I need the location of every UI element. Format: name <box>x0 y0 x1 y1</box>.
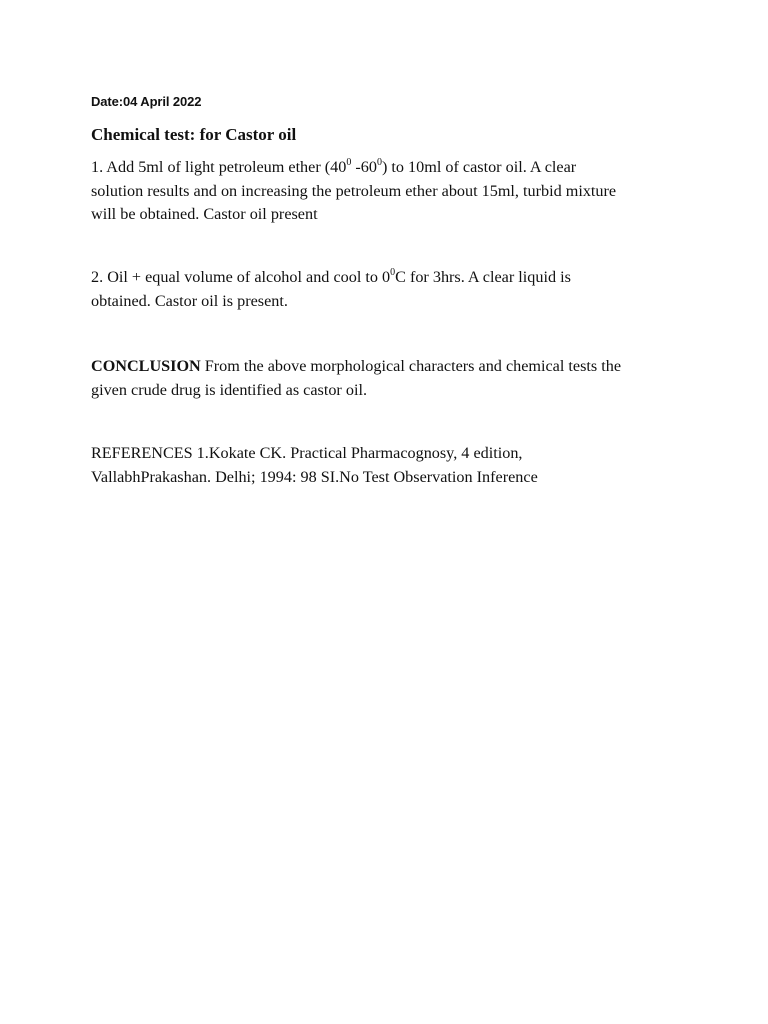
page-title: Chemical test: for Castor oil <box>91 125 297 144</box>
degree-superscript: 0 <box>376 156 382 168</box>
test-2-paragraph <box>91 266 681 313</box>
degree-superscript: 0 <box>346 156 352 168</box>
test-1-line-3: will be obtained. Castor oil present <box>91 205 318 223</box>
references-line-1: REFERENCES 1.Kokate CK. Practical Pharmacognosy, 4 edition, <box>91 444 523 462</box>
test-2-line-2: obtained. Castor oil is present. <box>91 291 288 310</box>
degree-superscript: 0 <box>390 266 396 278</box>
references-line-2: VallabhPrakashan. Delhi; 1994: 98 SI.No Test Observation Inference <box>91 467 538 486</box>
conclusion-label: CONCLUSION <box>91 357 201 375</box>
test-2-line-1: 2. Oil + equal volume of alcohol and cool to $0^0C$ for 3hrs. A clear liquid is <box>91 266 571 286</box>
conclusion-paragraph <box>91 355 681 402</box>
test-1-line-2: solution results and on increasing the petroleum ether about 15ml, turbid mixture <box>91 181 617 200</box>
references-paragraph <box>91 442 681 489</box>
conclusion-line-2: given crude drug is identified as castor oil. <box>91 380 368 399</box>
test-1-paragraph <box>91 156 681 227</box>
date-line: Date:04 April 2022 <box>91 94 202 109</box>
conclusion-line-1: CONCLUSION From the above morphological characters and chemical tests the <box>91 357 622 375</box>
test-1-line-1: 1. Add 5ml of light petroleum ether ($40^0$ $-60^0$) to 10ml of castor oil. A clear <box>91 156 577 176</box>
